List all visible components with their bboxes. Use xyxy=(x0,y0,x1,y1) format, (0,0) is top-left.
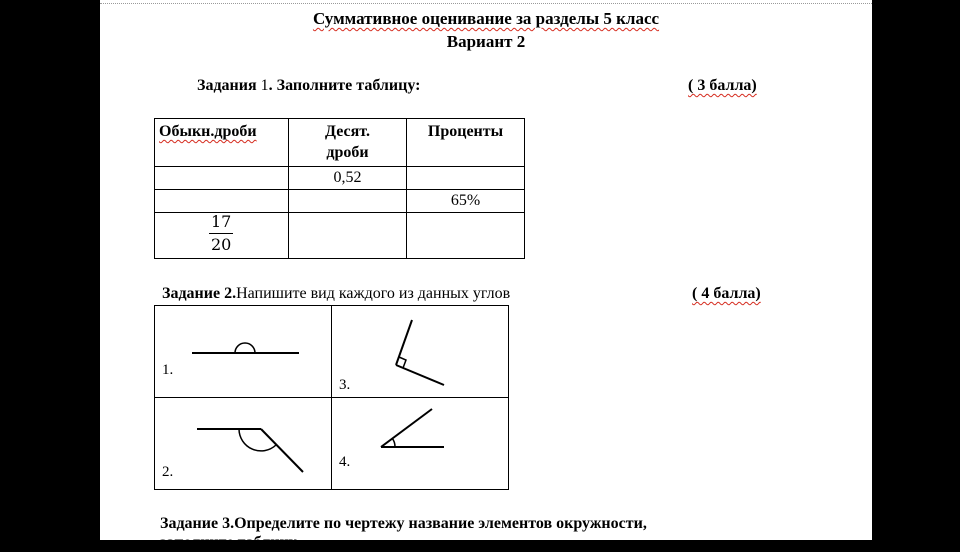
task1-label: Задания xyxy=(197,77,257,94)
angles-row xyxy=(155,398,509,490)
table-row xyxy=(155,167,525,190)
task3-text: Определите по чертежу название элементов окружности, xyxy=(234,515,647,532)
task1-text: . Заполните таблицу: xyxy=(268,77,421,94)
fraction-bar xyxy=(209,233,233,234)
title-first-word: Суммативное оценивание за разделы 5 класс xyxy=(312,9,660,28)
table-cell[interactable] xyxy=(155,167,289,190)
table-row xyxy=(155,213,525,259)
task1-points: ( 3 балла) xyxy=(688,77,757,94)
straight-angle-figure xyxy=(155,306,332,398)
task2-points: ( 4 балла) xyxy=(692,285,761,302)
angle-cell-2 xyxy=(155,398,332,490)
task3-label: Задание 3. xyxy=(160,515,235,532)
table-cell[interactable] xyxy=(155,213,289,259)
angle-number-3: 3. xyxy=(339,377,351,393)
angles-table xyxy=(154,305,509,490)
table-row xyxy=(155,190,525,213)
task3-heading xyxy=(160,515,647,533)
task3-next-line: заполните таблицу xyxy=(160,534,297,551)
acute-angle-figure xyxy=(332,398,509,490)
angle-cell-1 xyxy=(155,306,332,398)
table-cell[interactable] xyxy=(155,190,289,213)
task1-number: 1 xyxy=(260,77,269,94)
table-cell[interactable] xyxy=(407,213,525,259)
task1-heading xyxy=(197,77,420,95)
obtuse-angle-figure xyxy=(155,398,332,490)
table-cell[interactable] xyxy=(289,213,407,259)
right-angle-figure xyxy=(332,306,509,398)
angle-number-1: 1. xyxy=(162,362,174,378)
table-header-row xyxy=(155,119,525,167)
task2-label: Задание 2. xyxy=(162,285,237,302)
angle-number-2: 2. xyxy=(162,464,174,480)
header-decimal-fractions: Десят. дроби xyxy=(289,119,407,167)
document-title xyxy=(100,9,872,29)
task2-text: Напишите вид каждого из данных углов xyxy=(236,285,511,302)
angle-cell-4 xyxy=(332,398,509,490)
task2-heading xyxy=(162,285,510,303)
angle-number-4: 4. xyxy=(339,454,351,470)
fractions-table xyxy=(154,118,525,259)
header-percents: Проценты xyxy=(407,119,525,167)
angle-cell-3 xyxy=(332,306,509,398)
document-page xyxy=(100,0,872,551)
header-common-fractions: Обыкн.дроби xyxy=(155,119,289,167)
fraction-numerator: 17 xyxy=(211,212,232,231)
table-cell[interactable] xyxy=(407,167,525,190)
angles-row xyxy=(155,306,509,398)
table-cell[interactable]: 0,52 xyxy=(289,167,407,190)
fraction-denominator: 20 xyxy=(211,235,232,254)
variant-title: Вариант 2 xyxy=(446,32,526,51)
table-cell[interactable]: 65% xyxy=(407,190,525,213)
table-cell[interactable] xyxy=(289,190,407,213)
fraction-17-20 xyxy=(209,213,233,254)
ruler-strip xyxy=(100,0,872,4)
